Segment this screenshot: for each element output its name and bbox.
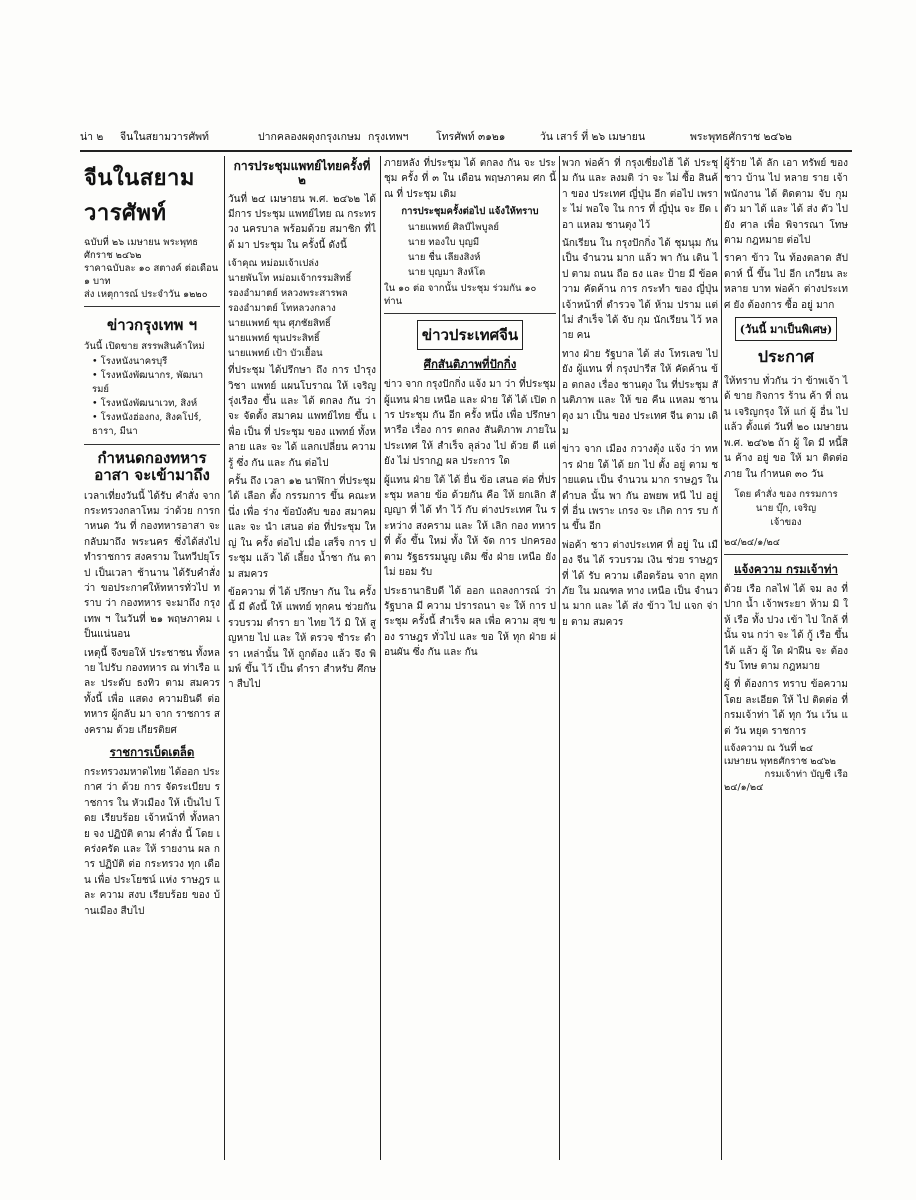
- sub-heading: แจ้งความ กรมเจ้าท่า: [734, 561, 838, 576]
- list-item: • โรงหนังพัฒนาเวท, สิงห์: [92, 397, 220, 411]
- list-item: นาย ชื่น เลียงสิงห์: [408, 252, 481, 264]
- divider: [724, 554, 848, 555]
- divider: [384, 313, 556, 314]
- signature-block: [724, 488, 848, 530]
- article-paragraph: ให้ทราบ ทั่วกัน ว่า ข้าพเจ้า ได้ ขาย กิจการ ร้าน ค้า ที่ ถนน เจริญกรุง ให้ แก่ ผู้ อื่น ไป แล้ว ตั้งแต่ วันที่ ๒๐ เมษายน พ.ศ. ๒๔๖๒ ถ้า ผู้ ใด มี หนี้สิน ค้าง อยู่ ขอ ให้ มา ติดต่อ ภาย ใน กำหนด ๓๐ วัน: [724, 376, 848, 480]
- article-paragraph: ประธานาธิบดี ได้ ออก แถลงการณ์ ว่า รัฐบาล มี ความ ปรารถนา จะ ให้ การ ประชุม ครั้งนี้ สำเร็จ ผล เพื่อ ความ สุข ของ ราษฎร ทั่วไป และ ขอ ให้ ทุก ฝ่าย ผ่อนผัน ซึ่ง กัน และ กัน: [384, 585, 556, 659]
- boxed-heading: ข่าวประเทศจีน: [417, 320, 523, 350]
- column-rule: [380, 156, 381, 1160]
- headline: กำหนดกองทหารอาสา จะเข้ามาถึง: [94, 449, 210, 485]
- list-item: • โรงหนังฮ่องกง, สิงคโปร์, ธารา, มีนา: [92, 411, 220, 439]
- boxed-heading: (วันนี้ มาเป็นพิเศษ): [735, 317, 837, 341]
- sub-heading: ราชการเบ็ดเตล็ด: [109, 745, 195, 759]
- list-item: นายแพทย์ ขุน ศุภชัยสิทธิ์: [228, 318, 331, 330]
- article-paragraph: ผู้แทน ฝ่าย ใต้ ได้ ยื่น ข้อ เสนอ ต่อ ที่ประชุม หลาย ข้อ ด้วยกัน คือ ให้ ยกเลิก สัญญา ที่ ได้ ทำ ไว้ กับ ต่างประเทศ ใน ระหว่าง สงคราม และ ให้ เลิก กอง ทหาร ที่ ตั้ง ขึ้น ใหม่ ทั้ง ให้ จัด การ ปกครอง ตาม รัฐธรรมนูญ เดิม ซึ่ง ฝ่าย เหนือ ยัง ไม่ ยอม รับ: [384, 474, 556, 579]
- issue-date: วัน เสาร์ ที่ ๒๖ เมษายน: [540, 131, 646, 143]
- list-item: นายแพทย์ ศิลป์ไพบูลย์: [408, 222, 499, 234]
- divider: [84, 306, 220, 307]
- list-item: • โรงหนังนาครบุรี: [92, 355, 220, 369]
- article-paragraph: ข่าว จาก เมือง กวางตุ้ง แจ้ง ว่า ทหาร ฝ่าย ใต้ ได้ ยก ไป ตั้ง อยู่ ตาม ชายแดน เป็น จำนวน มาก ราษฎร ใน ตำบล นั้น พา กัน อพยพ หนี ไป อยู่ ที่ อื่น เพราะ เกรง จะ เกิด การ รบ กัน ขึ้น อีก: [562, 444, 718, 533]
- boxed-heading-wrap: [384, 320, 556, 350]
- paper-name: จีนในสยามวารศัพท์: [120, 131, 209, 143]
- issue-year: พระพุทธศักราช ๒๔๖๒: [690, 131, 792, 143]
- article-paragraph: พ่อค้า ชาว ต่างประเทศ ที่ อยู่ ใน เมือง จีน ได้ รวบรวม เงิน ช่วย ราษฎร ที่ ได้ รับ ความ เดือดร้อน จาก อุทกภัย ใน มณฑล ทาง เหนือ เป็น จำนวน มาก และ ได้ ส่ง ข้าว ไป แจก จ่าย ตาม สมควร: [562, 539, 718, 628]
- name-list: [384, 220, 556, 280]
- divider: [84, 444, 220, 445]
- signature-line: นาย บุ๊ก, เจริญ: [755, 502, 817, 514]
- article-paragraph: ภายหลัง ที่ประชุม ได้ ตกลง กัน จะ ประชุม ครั้ง ที่ ๓ ใน เดือน พฤษภาคม ศก นี้ ณ ที่ ประชุม เดิม: [384, 158, 556, 200]
- list-item: นาย ทองใบ บุญมี: [408, 237, 480, 249]
- list-item: • โรงหนังพัฒนากร, พัฒนารมย์: [92, 369, 220, 397]
- article-paragraph: ข้อความ ที่ ได้ ปรึกษา กัน ใน ครั้งนี้ มี ดังนี้ ให้ แพทย์ ทุกคน ช่วยกัน รวบรวม ตำรา ยา ไทย ไว้ มิ ให้ สูญหาย ไป และ ให้ ตรวจ ชำระ ตำรา เหล่านั้น ให้ ถูกต้อง แล้ว จึง พิมพ์ ขึ้น ไว้ เป็น ตำรา สำหรับ ศึกษา สืบไป: [228, 586, 376, 691]
- notice-line: การประชุมครั้งต่อไป แจ้งให้ทราบ: [401, 206, 539, 218]
- signature-line: โดย คำสั่ง ของ กรรมการ: [734, 488, 838, 500]
- column-2: [228, 156, 376, 1160]
- article-paragraph: ด้วย เรือ กลไฟ ได้ จม ลง ที่ ปาก น้ำ เจ้าพระยา ห้าม มิ ให้ เรือ ทั้ง ปวง เข้า ไป ใกล้ ที่ นั้น จน กว่า จะ ได้ กู้ เรือ ขึ้น ได้ แล้ว ผู้ ใด ฝ่าฝืน จะ ต้อง รับ โทษ ตาม กฎหมาย: [724, 583, 848, 672]
- reference-number: ๒๔/๒๔/๑/๒๔: [724, 536, 780, 548]
- issue-line: ฉบับที่ ๒๖ เมษายน พระพุทธศักราช ๒๔๖๒: [84, 237, 199, 261]
- list-note: ใน ๑๐ ต่อ จากนั้น ประชุม ร่วมกัน ๑๐ ท่าน: [384, 283, 537, 308]
- column-4: [562, 156, 718, 1160]
- list-item: นายพันโท หม่อมเจ้ากรรมสิทธิ์: [228, 273, 352, 285]
- column-5: [724, 156, 848, 1160]
- signature-line: เจ้าของ: [770, 516, 802, 528]
- article-paragraph: ราคา ข้าว ใน ท้องตลาด สัปดาห์ นี้ ขึ้น ไป อีก เกวียน ละ หลาย บาท พ่อค้า ต่างประเทศ ยัง ต้องการ ซื้อ อยู่ มาก: [724, 253, 848, 311]
- header-rule: [80, 150, 852, 152]
- list-item: นาย บุญมา สิงห์โต: [408, 267, 486, 279]
- column-1: [84, 156, 220, 1160]
- city-name: กรุงเทพฯ: [368, 131, 409, 143]
- office-address: ปากคลองผดุงกรุงเกษม: [258, 131, 361, 143]
- article-paragraph: ผู้ ที่ ต้องการ ทราบ ข้อความ โดย ละเอียด ให้ ไป ติดต่อ ที่ กรมเจ้าท่า ได้ ทุก วัน เว้น แต่ วัน หยุด ราชการ: [724, 679, 848, 737]
- article-paragraph: พวก พ่อค้า ที่ กรุงเซี่ยงไฮ้ ได้ ประชุม กัน และ ลงมติ ว่า จะ ไม่ ซื้อ สินค้า ของ ประเทศ ญี่ปุ่น อีก ต่อไป เพราะ ไม่ พอใจ ใน การ ที่ ญี่ปุ่น จะ ยึด เอา แหลม ชานตุง ไว้: [562, 158, 718, 231]
- section-heading: ข่าวกรุงเทพ ฯ: [106, 316, 198, 334]
- boxed-heading-wrap: [724, 317, 848, 341]
- issue-line: ราคาฉบับละ ๑๐ สตางค์ ต่อเดือน ๑ บาท: [84, 263, 219, 287]
- article-paragraph: ทาง ฝ่าย รัฐบาล ได้ ส่ง โทรเลข ไป ยัง ผู้แทน ที่ กรุงปารีส ให้ คัดค้าน ข้อ ตกลง เรื่อง ชานตุง ใน ที่ประชุม สันติภาพ และ ให้ ขอ คืน แหลม ชานตุง มา เป็น ของ ประเทศ จีน ตาม เดิม: [562, 348, 718, 437]
- column-rule: [224, 156, 225, 1160]
- article-paragraph: นักเรียน ใน กรุงปักกิ่ง ได้ ชุมนุม กัน เป็น จำนวน มาก แล้ว พา กัน เดิน ไป ตาม ถนน ถือ ธง และ ป้าย มี ข้อความ คัดค้าน การ กระทำ ของ ญี่ปุ่น เจ้าหน้าที่ ตำรวจ ได้ ห้าม ปราม แต่ ไม่ สำเร็จ ได้ จับ กุม นักเรียน ไว้ หลาย คน: [562, 238, 718, 342]
- list-item: เจ้าคุณ หม่อมเจ้าเปล่ง: [228, 258, 319, 270]
- news-intro: วันนี้ เปิดขาย สรรพสินค้าใหม่: [84, 341, 205, 352]
- article-paragraph: ครั้น ถึง เวลา ๑๒ นาฬิกา ที่ประชุม ได้ เลือก ตั้ง กรรมการ ขึ้น คณะหนึ่ง เพื่อ ร่าง ข้อบังคับ ของ สมาคม และ จะ นำ เสนอ ต่อ ที่ประชุม ใหญ่ ใน ครั้ง ต่อไป เมื่อ เสร็จ การ ประชุม แล้ว ได้ เลี้ยง น้ำชา กัน ตาม สมควร: [228, 476, 376, 580]
- article-paragraph: เวลาเที่ยงวันนี้ ได้รับ คำสั่ง จากกระทรวงกลาโหม ว่าด้วย การกำหนด วัน ที่ กองทหารอาสา จะกลับมาถึง พระนคร ซึ่งได้ส่งไปทำราชการ สงคราม ในทวีปยุโรป เป็นเวลา ช้านาน ได้รับคำสั่ง ว่า ขอประกาศให้ทหารทั่วไป ทราบ ว่า กองทหาร จะมาถึง กรุงเทพ ฯ ในวันที่ ๒๑ พฤษภาคม เป็นแน่นอน: [84, 490, 220, 641]
- column-rule: [721, 156, 722, 1160]
- article-paragraph: เหตุนี้ จึงขอให้ ประชาชน ทั้งหลาย ไปรับ กองทหาร ณ ท่าเรือ และ ประดับ ธงทิว ตาม สมควร ทั้งนี้ เพื่อ แสดง ความยินดี ต่อ ทหาร ผู้กลับ มา จาก ราชการ สงคราม ด้วย เกียรติยศ: [84, 647, 220, 736]
- phone-number: โทรศัพท์ ๓๑๒๑: [436, 131, 506, 143]
- list-item: นายแพทย์ เป้า บัวเยื้อน: [228, 348, 323, 360]
- announcement-heading: ประกาศ: [757, 347, 815, 367]
- list-item: รองอำมาตย์ โทหลวงกลาง: [228, 303, 336, 315]
- list-item: รองอำมาตย์ หลวงพระสารพล: [228, 288, 348, 300]
- article-paragraph: ที่ประชุม ได้ปรึกษา ถึง การ บำรุง วิชา แพทย์ แผนโบราณ ให้ เจริญ รุ่งเรือง ขึ้น และ ได้ ตกลง กัน ว่า จะ จัดตั้ง สมาคม แพทย์ไทย ขึ้น เพื่อ เป็น ที่ ประชุม ของ แพทย์ ทั้งหลาย และ จะ ได้ แลกเปลี่ยน ความรู้ ซึ่ง กัน และ กัน ต่อไป: [228, 365, 376, 469]
- article-paragraph: วันที่ ๒๔ เมษายน พ.ศ. ๒๔๖๒ ได้มีการ ประชุม แพทย์ไทย ณ กระทรวง นครบาล พร้อมด้วย สมาชิก ที่ได้ มา ประชุม ใน ครั้งนี้ ดังนี้: [228, 193, 376, 251]
- sub-heading: ศึกสันติภาพที่ปักกิ่ง: [423, 357, 517, 372]
- page-number: น่า ๒: [80, 131, 104, 143]
- issue-line: ส่ง เหตุการณ์ ประจำวัน ๑๒๒๐: [84, 289, 208, 300]
- column-rule: [559, 156, 560, 1160]
- member-list: [228, 256, 376, 361]
- article-paragraph: ข่าว จาก กรุงปักกิ่ง แจ้ง มา ว่า ที่ประชุม ผู้แทน ฝ่าย เหนือ และ ฝ่าย ใต้ ได้ เปิด การ ประชุม กัน อีก ครั้ง หนึ่ง เพื่อ ปรึกษา หารือ เรื่อง การ ตกลง สันติภาพ ภายใน ประเทศ ให้ สำเร็จ ลุล่วง ไป ด้วย ดี แต่ ยัง ไม่ ปรากฏ ผล ประการ ใด: [384, 379, 556, 468]
- notice-date: แจ้งความ ณ วันที่ ๒๔ เมษายน พุทธศักราช ๒๔๖๒: [724, 742, 836, 767]
- running-head: [80, 128, 850, 148]
- notice-signer: กรมเจ้าท่า บัญชี เรือ: [764, 768, 848, 780]
- article-heading: การประชุมแพทย์ไทยครั้งที่ ๒: [233, 159, 371, 187]
- reference-number: ๒๔/๑/๒๔: [724, 781, 764, 793]
- article-paragraph: ผู้ร้าย ได้ ลัก เอา ทรัพย์ ของ ชาว บ้าน ไป หลาย ราย เจ้าพนักงาน ได้ ติดตาม จับ กุม ตัว มา ได้ และ ได้ ส่ง ตัว ไป ยัง ศาล เพื่อ พิจารณา โทษ ตาม กฎหมาย ต่อไป: [724, 158, 848, 247]
- article-paragraph: กระทรวงมหาดไทย ได้ออก ประกาศ ว่า ด้วย การ จัดระเบียบ ราชการ ใน หัวเมือง ให้ เป็นไป โดย เรียบร้อย เจ้าหน้าที่ ทั้งหลาย จง ปฏิบัติ ตาม คำสั่ง นี้ โดย เคร่งครัด และ ให้ รายงาน ผล การ ปฏิบัติ ต่อ กระทรวง ทุก เดือน เพื่อ ประโยชน์ แห่ง ราษฎร และ ความ สงบ เรียบร้อย ของ บ้านเมือง สืบไป: [84, 767, 220, 917]
- masthead: จีนในสยามวารศัพท์: [84, 165, 195, 226]
- column-3: [384, 156, 556, 1160]
- list-item: นายแพทย์ ขุนประสิทธิ์: [228, 333, 320, 345]
- news-list: [84, 355, 220, 439]
